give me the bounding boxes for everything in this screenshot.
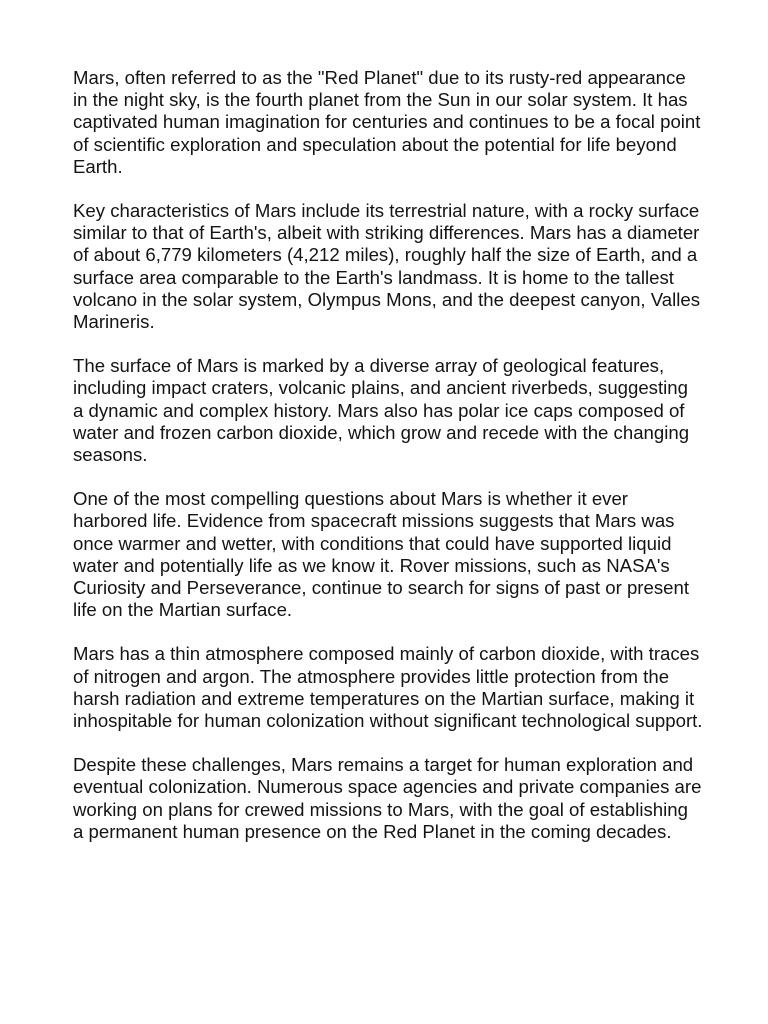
paragraph-atmosphere: Mars has a thin atmosphere composed mainly of carbon dioxide, with traces of nitrogen and argon. The atmosphere provides little protection from the harsh radiation and extreme temperatures on the Martian surface, making it inhospitable for human colonization without significant technological support. — [73, 643, 703, 732]
paragraph-exploration: Despite these challenges, Mars remains a target for human exploration and eventual colonization. Numerous space agencies and private companies are working on plans for crewed missions to Mars, with the goal of establishing a permanent human presence on the Red Planet in the coming decades. — [73, 754, 702, 842]
paragraph-life: One of the most compelling questions about Mars is whether it ever harbored life. Evidence from spacecraft missions suggests that Mars was once warmer and wetter, with conditions that could have supported liquid water and potentially life as we know it. Rover missions, such as NASA's Curiosity and Perseverance, continue to search for signs of past or present life on the Martian surface. — [73, 488, 689, 621]
document-body — [73, 67, 703, 865]
paragraph-surface: The surface of Mars is marked by a diverse array of geological features, including impact craters, volcanic plains, and ancient riverbeds, suggesting a dynamic and complex history. Mars also has polar ice caps composed of water and frozen carbon dioxide, which grow and recede with the changing seasons. — [73, 355, 690, 466]
paragraph-intro: Mars, often referred to as the "Red Planet" due to its rusty-red appearance in the night sky, is the fourth planet from the Sun in our solar system. It has captivated human imagination for centuries and continues to be a focal point of scientific exploration and speculation about the potential for life beyond Earth. — [73, 67, 701, 177]
paragraph-characteristics: Key characteristics of Mars include its terrestrial nature, with a rocky surface similar to that of Earth's, albeit with striking differences. Mars has a diameter of about 6,779 kilometers (4,212 miles), roughly half the size of Earth, and a surface area comparable to the Earth's landmass. It is home to the tallest volcano in the solar system, Olympus Mons, and the deepest canyon, Valles Marineris. — [73, 200, 701, 333]
